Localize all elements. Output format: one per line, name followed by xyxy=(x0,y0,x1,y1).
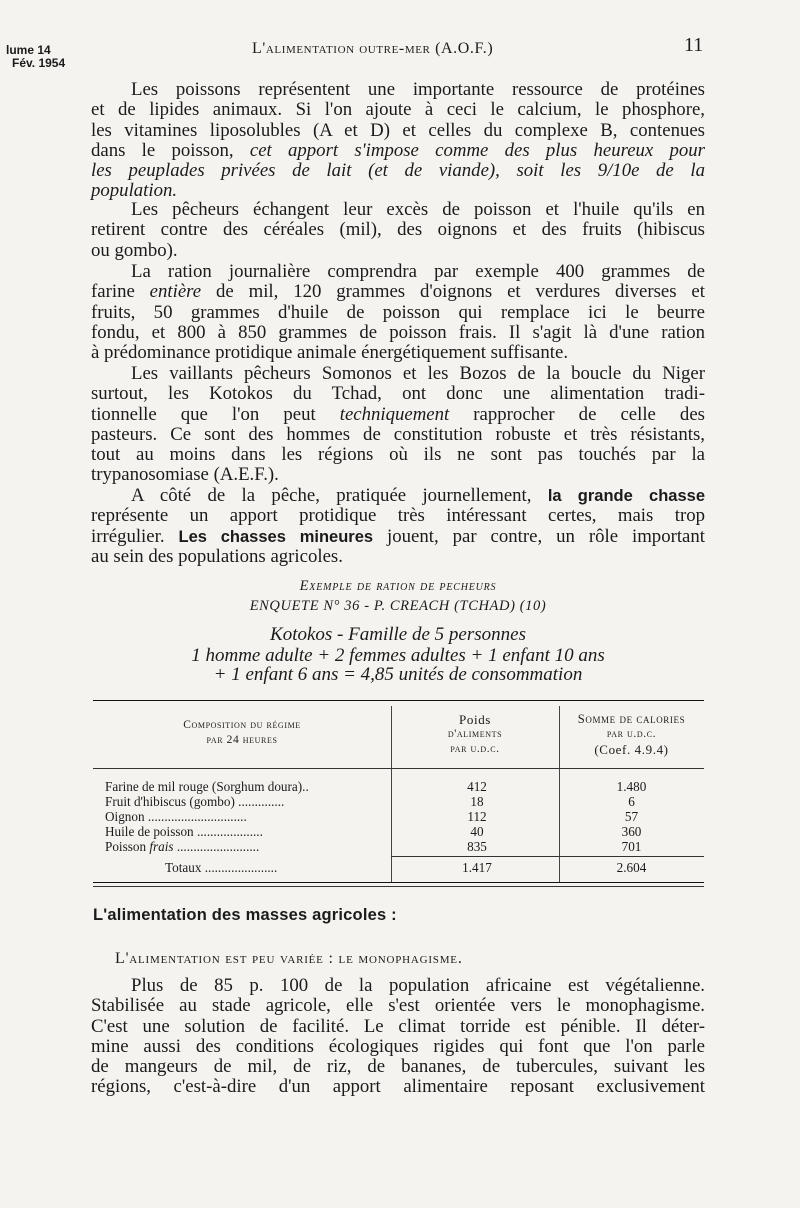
paragraph-fishermen-trade xyxy=(91,200,705,261)
example-survey: ENQUETE N° 36 - P. CREACH (TCHAD) (10) xyxy=(249,598,547,614)
paragraph-hunting xyxy=(91,486,705,567)
example-title: Exemple de ration de pecheurs xyxy=(299,578,497,594)
table-row-weight: 412 xyxy=(467,779,487,794)
emphasis-text: techniquement xyxy=(339,403,450,425)
header-weight: Poids d'aliments par u.d.c. xyxy=(447,712,503,755)
table-row-calories: 701 xyxy=(621,839,642,854)
text-line xyxy=(91,161,705,181)
table-row-weight: 40 xyxy=(470,824,484,839)
text-line: de mangeurs de mil, de riz, de bananes, de tubercules, suivant les xyxy=(91,1056,705,1078)
text-line: trypanosomiase (A.E.F.). xyxy=(91,464,279,486)
text-line: représente un apport protidique très intéressant certes, mais trop xyxy=(91,505,705,527)
table-row-calories: 6 xyxy=(628,794,635,809)
table-row-label: Poisson frais ......................... xyxy=(105,839,260,854)
ration-table xyxy=(93,700,704,890)
table-row-calories: 57 xyxy=(624,809,639,824)
paragraph-fishermen-peoples xyxy=(91,364,705,486)
text-line: au sein des populations agricoles. xyxy=(91,545,343,567)
table-row-weight: 18 xyxy=(470,794,484,809)
emphasis-text: entière xyxy=(149,281,202,303)
issue-info xyxy=(6,44,65,70)
table-row-label: Farine de mil rouge (Sorghum doura).. xyxy=(105,779,309,794)
text-line: farine entière de mil, 120 grammes d'oignons et verdures diverses et xyxy=(91,281,705,303)
text-line: pasteurs. Ce sont des hommes de constitution robuste et très résistants, xyxy=(91,423,705,445)
emphasis-text: population. xyxy=(91,180,178,202)
text-line: à prédominance protidique animale énergétiquement suffisante. xyxy=(91,342,569,364)
emphasis-text: les peuplades privées de lait (et de viande), soit les 9/10e de la xyxy=(91,160,705,182)
table-row-weight: 835 xyxy=(467,839,487,854)
text-line: A côté de la pêche, pratiquée journellement, la grande chasse xyxy=(131,485,705,506)
bold-term: la grande chasse xyxy=(547,487,705,505)
table-row-label: Huile de poisson .................... xyxy=(105,824,263,839)
table-top-rule xyxy=(93,700,704,701)
table-bottom-rule xyxy=(93,886,704,887)
issue-date: Fév. 1954 xyxy=(12,56,66,70)
table-bottom-rule xyxy=(93,882,704,883)
text-line: dans le poisson, cet apport s'impose comme des plus heureux pour xyxy=(91,139,705,161)
emphasis-text: cet apport s'impose comme des plus heureux pour xyxy=(249,139,705,161)
text-line: Les poissons représentent une importante ressource de protéines xyxy=(131,79,705,100)
totals-weight: 1.417 xyxy=(462,860,492,875)
text-line: Stabilisée au stade agricole, elle s'est orientée vers le monophagisme. xyxy=(91,995,705,1017)
header-composition: Composition du régime par 24 heures xyxy=(183,719,301,746)
totals-label: Totaux ...................... xyxy=(165,860,278,875)
table-row-weight: 112 xyxy=(467,809,487,824)
text-line: et de lipides animaux. Si l'on ajoute à ceci le calcium, le phosphore, xyxy=(91,99,705,121)
text-line: mine aussi des conditions écologiques rigides qui font que l'on parle xyxy=(91,1035,705,1057)
page-number: 11 xyxy=(684,34,704,56)
text-line: fruits, 50 grammes d'huile de poisson qui remplace ici le beurre xyxy=(91,301,705,323)
header-rule xyxy=(93,768,704,769)
family-composition: + 1 enfant 6 ans = 4,85 unités de consommation xyxy=(213,664,583,685)
table-row-calories: 1.480 xyxy=(616,779,647,794)
text-line: ou gombo). xyxy=(91,239,178,261)
text-line: Plus de 85 p. 100 de la population africaine est végétalienne. xyxy=(131,975,705,996)
totals-rule xyxy=(391,856,704,857)
table-row-calories: 360 xyxy=(621,824,642,839)
text-line: régions, c'est-à-dire d'un apport alimentaire reposant exclusivement xyxy=(91,1076,705,1098)
paragraph-fish-resources xyxy=(91,80,705,202)
bold-term: Les chasses mineures xyxy=(178,527,374,546)
text-line: irrégulier. Les chasses mineures jouent, par contre, un rôle important xyxy=(91,525,706,547)
paragraph-daily-ration xyxy=(91,262,705,363)
section-heading: L'alimentation des masses agricoles : xyxy=(93,906,397,924)
text-line: tionnelle que l'on peut techniquement rapprocher de celle des xyxy=(91,403,705,425)
text-line: C'est une solution de facilité. Le climat torride est pénible. Il déter- xyxy=(91,1015,705,1037)
text-line: Les vaillants pêcheurs Somonos et les Bozos de la boucle du Niger xyxy=(131,363,705,384)
table-row-label: Oignon .............................. xyxy=(105,809,247,824)
text-line: tout au moins dans les régions où ils ne sont pas touchés par la xyxy=(91,444,705,466)
text-line: les vitamines liposolubles (A et D) et celles du complexe B, contenues xyxy=(91,119,705,141)
family-title: Kotokos - Famille de 5 personnes xyxy=(270,624,526,645)
text-line: fondu, et 800 à 850 grammes de poisson frais. Il s'agit là d'une ration xyxy=(91,321,705,343)
text-line: La ration journalière comprendra par exemple 400 grammes de xyxy=(131,261,705,282)
family-composition: 1 homme adulte + 2 femmes adultes + 1 enfant 10 ans xyxy=(191,645,605,666)
header-calories: Somme de calories par u.d.c. (Coef. 4.9.4) xyxy=(577,712,686,757)
totals-calories: 2.604 xyxy=(616,860,647,875)
table-row-label: Fruit d'hibiscus (gombo) .............. xyxy=(105,794,285,809)
text-line: surtout, les Kotokos du Tchad, ont donc une alimentation tradi- xyxy=(91,383,705,405)
text-line: Les pêcheurs échangent leur excès de poisson et l'huile qu'ils en xyxy=(131,199,705,220)
paragraph-monophagism xyxy=(91,976,705,1098)
issue-volume: lume 14 xyxy=(6,43,51,57)
text-line: retirent contre des céréales (mil), des oignons et des fruits (hibiscus xyxy=(91,219,705,241)
subsection-heading: L'alimentation est peu variée : le monophagisme. xyxy=(115,950,463,967)
running-title: L'alimentation outre-mer (A.O.F.) xyxy=(252,40,494,57)
